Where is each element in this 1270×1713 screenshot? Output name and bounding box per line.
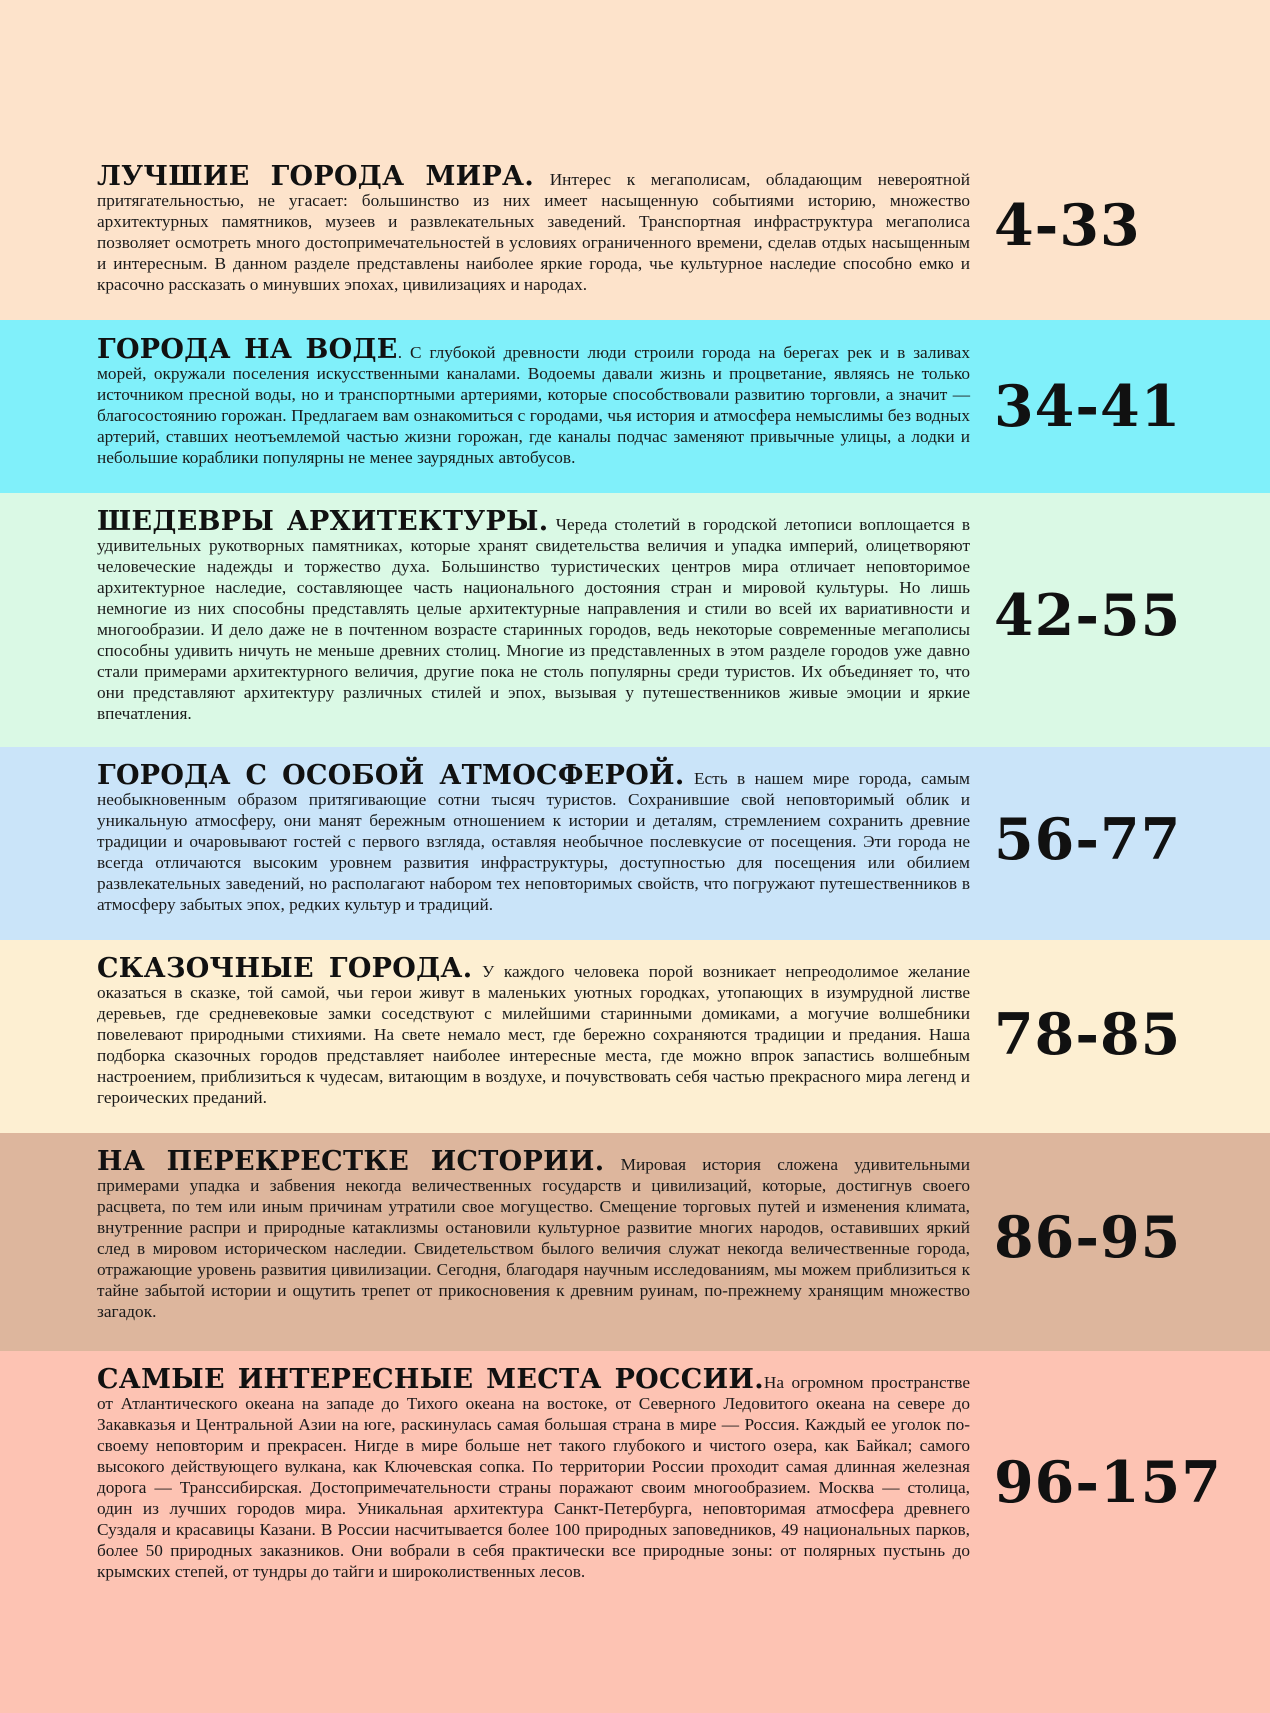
section-body: . С глубокой древности люди строили города на берегах рек и в заливах морей, окружали поселения искусственными каналами. Водоемы давали жизнь и процветание, являясь не только источником пресной воды, но и транспортными артериями, которые способствовали развитию торговли, а значит — благосостоянию горожан. Предлагаем вам ознакомиться с городами, чья история и атмосфера немыслимы без водных артерий, ставших неотъемлемой частью жизни горожан, где каналы подчас заменяют привычные улицы, а лодки и небольшие кораблики популярны не менее заурядных автобусов. — [97, 343, 970, 467]
section-body: Мировая история сложена удивительными примерами упадка и забвения некогда величественных государств и цивилизаций, которые, достигнув своего расцвета, по тем или иным причинам утратили свое могущество. Смещение торговых путей и изменения климата, внутренние распри и природные катаклизмы остановили культурное развитие многих народов, оставивших яркий след в мировом историческом наследии. Свидетельством былого величия служат некогда величественные города, отражающие уровень развития цивилизации. Сегодня, благодаря научным исследованиям, мы можем приблизиться к тайне забытой истории и ощутить трепет от прикосновения к древним руинам, по-прежнему хранящим множество загадок. — [97, 1155, 970, 1321]
section-text — [97, 1146, 970, 1322]
page-range: 42-55 — [994, 582, 1182, 649]
page-range: 4-33 — [994, 192, 1141, 259]
section-heading: ГОРОДА С ОСОБОЙ АТМОСФЕРОЙ. — [97, 760, 685, 791]
section-heading: НА ПЕРЕКРЕСТКЕ ИСТОРИИ. — [97, 1146, 605, 1177]
section-fairytale-cities — [0, 940, 1270, 1133]
section-text — [97, 506, 970, 724]
page-range: 96-157 — [994, 1449, 1222, 1516]
page-range: 34-41 — [994, 373, 1182, 440]
section-heading: ШЕДЕВРЫ АРХИТЕКТУРЫ. — [97, 506, 549, 537]
section-text — [97, 760, 970, 915]
section-heading: ГОРОДА НА ВОДЕ — [97, 334, 398, 365]
section-text — [97, 161, 970, 295]
page-range: 86-95 — [994, 1204, 1182, 1271]
section-heading: САМЫЕ ИНТЕРЕСНЫЕ МЕСТА РОССИИ. — [97, 1364, 764, 1395]
section-text — [97, 953, 971, 1108]
section-body: У каждого человека порой возникает непреодолимое желание оказаться в сказке, той самой, чьи герои живут в маленьких уютных городках, утопающих в изумрудной листве деревьев, где средневековые замки соседствуют с милейшими старинными домиками, а могучие волшебники повелевают природными стихиями. На свете немало мест, где бережно сохраняются традиции и предания. Наша подборка сказочных городов представляет наиболее интересные места, где можно впрок запастись волшебным настроением, приблизиться к чудесам, витающим в воздухе, и почувствовать себя частью прекрасного мира легенд и героических преданий. — [97, 962, 971, 1107]
section-history-crossroads — [0, 1133, 1270, 1351]
section-text — [97, 1364, 970, 1582]
section-water-cities — [0, 320, 1270, 493]
section-text — [97, 334, 970, 468]
section-best-cities — [0, 0, 1270, 320]
section-body: Интерес к мегаполисам, обладающим невероятной притягательностью, не угасает: большинство из них имеет насыщенную событиями историю, множество архитектурных памятников, музеев и развлекательных заведений. Транспортная инфраструктура мегаполиса позволяет осмотреть много достопримечательностей в условиях ограниченного времени, сделав отдых насыщенным и интересным. В данном разделе представлены наиболее яркие города, чье культурное наследие способно емко и красочно рассказать о минувших эпохах, цивилизациях и народах. — [97, 170, 970, 294]
section-heading: СКАЗОЧНЫЕ ГОРОДА. — [97, 953, 473, 984]
section-atmosphere — [0, 747, 1270, 940]
section-body: На огромном пространстве от Атлантического океана на западе до Тихого океана на востоке, от Северного Ледовитого океана на севере до Закавказья и Центральной Азии на юге, раскинулась самая большая страна в мире — Россия. Каждый ее уголок по-своему неповторим и прекрасен. Нигде в мире больше нет такого глубокого и чистого озера, как Байкал; самого высокого действующего вулкана, как Ключевская сопка. По территории России проходит самая длинная железная дорога — Транссибирская. Достопримечательности страны поражают своим многообразием. Москва — столица, один из лучших городов мира. Уникальная архитектура Санкт-Петербурга, неповторимая атмосфера древнего Суздаля и красавицы Казани. В России насчитывается более 100 природных заповедников, 49 национальных парков, более 50 природных заказников. Они вобрали в себя практически все природные зоны: от полярных пустынь до крымских степей, от тундры до тайги и широколиственных лесов. — [97, 1373, 970, 1581]
section-body: Есть в нашем мире города, самым необыкновенным образом притягивающие сотни тысяч туристов. Сохранившие свой неповторимый облик и уникальную атмосферу, они манят бережным отношением к истории и деталям, стремлением сохранить древние традиции и очаровывают гостей с первого взгляда, оставляя необычное послевкусие от посещения. Эти города не всегда отличаются высоким уровнем развития инфраструктуры, доступностью для посещения или обилием развлекательных заведений, но располагают набором тех неповторимых свойств, что погружают путешественников в атмосферу забытых эпох, редких культур и традиций. — [97, 769, 970, 914]
section-body: Череда столетий в городской летописи воплощается в удивительных рукотворных памятниках, которые хранят свидетельства величия и упадка империй, олицетворяют человеческие надежды и торжество духа. Большинство туристических центров мира отличает неповторимое архитектурное наследие, составляющее часть национального достояния стран и мировой культуры. Но лишь немногие из них способны представлять целые архитектурные направления и стили во всей их вариативности и многообразии. И дело даже не в почтенном возрасте старинных городов, ведь некоторые современные мегаполисы способны удивить ничуть не меньше древних столиц. Многие из представленных в этом разделе городов уже давно стали примерами архитектурного величия, другие пока не столь популярны среди туристов. Их объединяет то, что они представляют архитектуру различных стилей и эпох, вызывая у путешественников живые эмоции и яркие впечатления. — [97, 515, 970, 723]
section-heading: ЛУЧШИЕ ГОРОДА МИРА. — [97, 161, 535, 192]
page-range: 78-85 — [994, 1001, 1182, 1068]
section-russia-places — [0, 1351, 1270, 1713]
section-architecture — [0, 493, 1270, 747]
page-range: 56-77 — [994, 806, 1182, 873]
